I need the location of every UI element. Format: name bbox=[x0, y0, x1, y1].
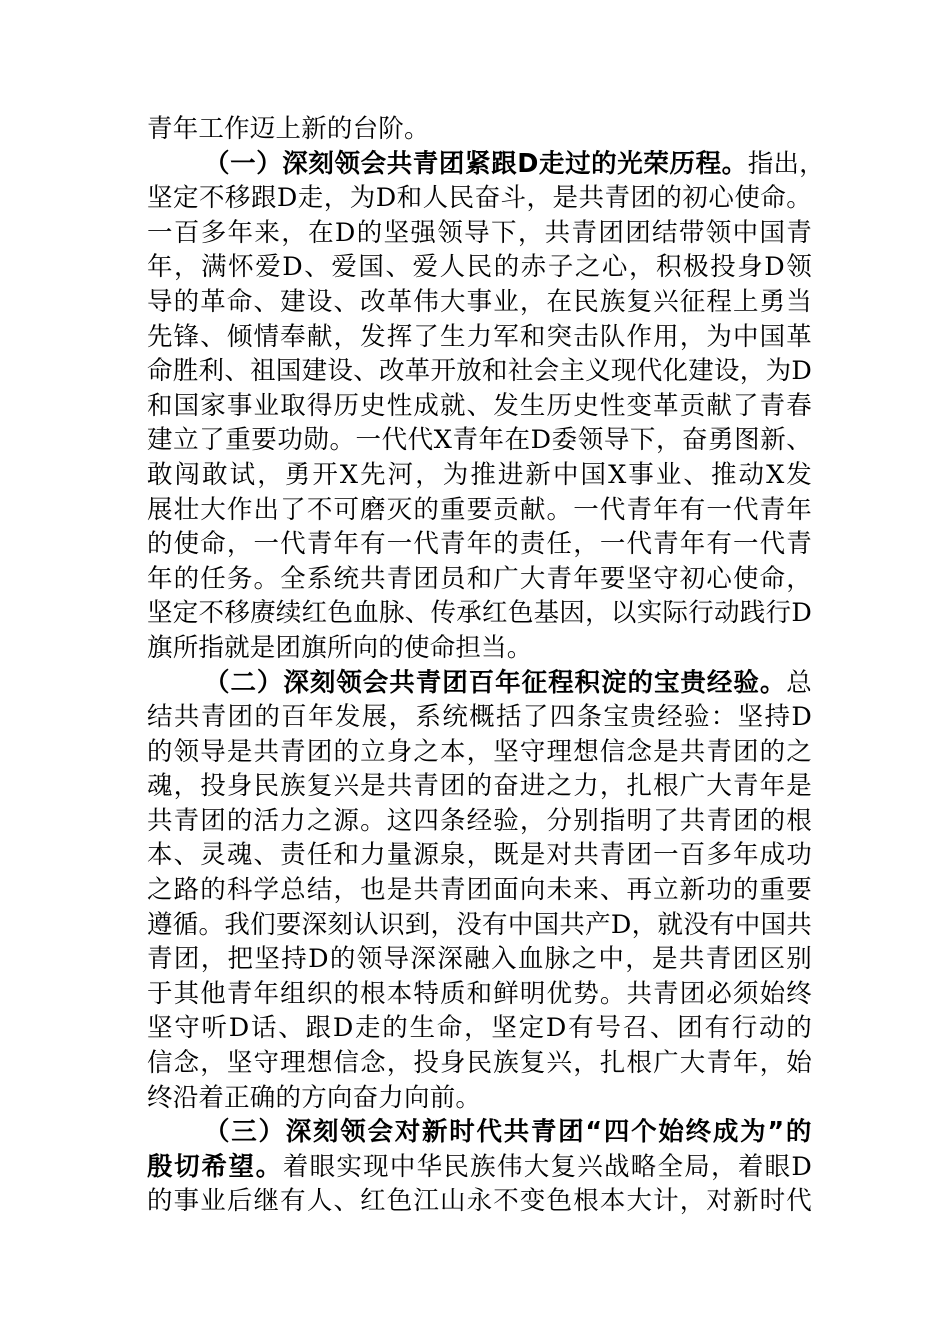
paragraph-2-line: 结共青团的百年发展，系统概括了四条宝贵经验：坚持D bbox=[147, 702, 812, 733]
paragraph-1-line: 敢闯敢试，勇开X先河，为推进新中国X事业、推动X发 bbox=[147, 459, 812, 490]
paragraph-2-line: 遵循。我们要深刻认识到，没有中国共产D，就没有中国共 bbox=[147, 909, 812, 940]
paragraph-1-line: 命胜利、祖国建设、改革开放和社会主义现代化建设，为D bbox=[147, 356, 812, 387]
paragraph-2-line: 本、灵魂、责任和力量源泉，既是对共青团一百多年成功 bbox=[147, 840, 812, 871]
paragraph-1-line: 导的革命、建设、改革伟大事业，在民族复兴征程上勇当 bbox=[147, 286, 812, 317]
paragraph-1-line: 坚定不移跟D走，为D和人民奋斗，是共青团的初心使命。 bbox=[147, 183, 812, 214]
section-heading-3: （三）深刻领会对新时代共青团“四个始终成为”的 bbox=[204, 1117, 812, 1148]
paragraph-2-first-line-text: 总 bbox=[786, 667, 812, 698]
paragraph-2-line: 之路的科学总结，也是共青团面向未来、再立新功的重要 bbox=[147, 875, 812, 906]
section-heading-1: （一）深刻领会共青团紧跟D走过的光荣历程。 bbox=[204, 148, 748, 179]
paragraph-1-line: 的使命，一代青年有一代青年的责任，一代青年有一代青 bbox=[147, 529, 812, 560]
paragraph-1-first-line-text: 指出， bbox=[747, 148, 825, 179]
paragraph-3-line-1 bbox=[147, 1115, 812, 1150]
paragraph-1-line: 年，满怀爱D、爱国、爱人民的赤子之心，积极投身D领 bbox=[147, 252, 812, 283]
body-text bbox=[147, 112, 825, 1219]
paragraph-3-line: 的事业后继有人、红色江山永不变色根本大计，对新时代 bbox=[147, 1186, 812, 1217]
paragraph-3-second-line-text: 着眼实现中华民族伟大复兴战略全局，着眼D bbox=[282, 1151, 812, 1182]
paragraph-2-line: 魂，投身民族复兴是共青团的奋进之力，扎根广大青年是 bbox=[147, 771, 812, 802]
paragraph-1-line-1 bbox=[147, 147, 825, 182]
paragraph-1-line: 坚定不移赓续红色血脉、传承红色基因，以实际行动践行D bbox=[147, 598, 812, 629]
paragraph-2-line: 终沿着正确的方向奋力向前。 bbox=[147, 1082, 482, 1113]
paragraph-2-line: 信念，坚守理想信念，投身民族复兴，扎根广大青年，始 bbox=[147, 1048, 812, 1079]
paragraph-2-line: 的领导是共青团的立身之本，坚守理想信念是共青团的之 bbox=[147, 736, 812, 767]
paragraph-2-line: 青团，把坚持D的领导深深融入血脉之中，是共青团区别 bbox=[147, 944, 812, 975]
paragraph-1-line: 和国家事业取得历史性成就、发生历史性变革贡献了青春 bbox=[147, 390, 812, 421]
section-heading-2: （二）深刻领会共青团百年征程积淀的宝贵经验。 bbox=[204, 667, 787, 698]
paragraph-2-line: 坚守听D话、跟D走的生命，坚定D有号召、团有行动的 bbox=[147, 1013, 812, 1044]
section-heading-3-continued: 殷切希望。 bbox=[147, 1151, 283, 1182]
paragraph-2-line: 于其他青年组织的根本特质和鲜明优势。共青团必须始终 bbox=[147, 978, 812, 1009]
paragraph-3-line-2 bbox=[147, 1150, 812, 1185]
paragraph-1-line: 建立了重要功勋。一代代X青年在D委领导下，奋勇图新、 bbox=[147, 425, 812, 456]
paragraph-2-line-1 bbox=[147, 666, 812, 701]
paragraph-2-line: 共青团的活力之源。这四条经验，分别指明了共青团的根 bbox=[147, 805, 812, 836]
paragraph-1-line: 年的任务。全系统共青团员和广大青年要坚守初心使命， bbox=[147, 563, 812, 594]
paragraph-1-line: 展壮大作出了不可磨灭的重要贡献。一代青年有一代青年 bbox=[147, 494, 812, 525]
paragraph-0-line-1: 青年工作迈上新的台阶。 bbox=[147, 114, 430, 144]
paragraph-1-line: 旗所指就是团旗所向的使命担当。 bbox=[147, 632, 533, 663]
paragraph-1-line: 一百多年来，在D的坚强领导下，共青团团结带领中国青 bbox=[147, 217, 812, 248]
paragraph-1-line: 先锋、倾情奉献，发挥了生力军和突击队作用，为中国革 bbox=[147, 321, 812, 352]
